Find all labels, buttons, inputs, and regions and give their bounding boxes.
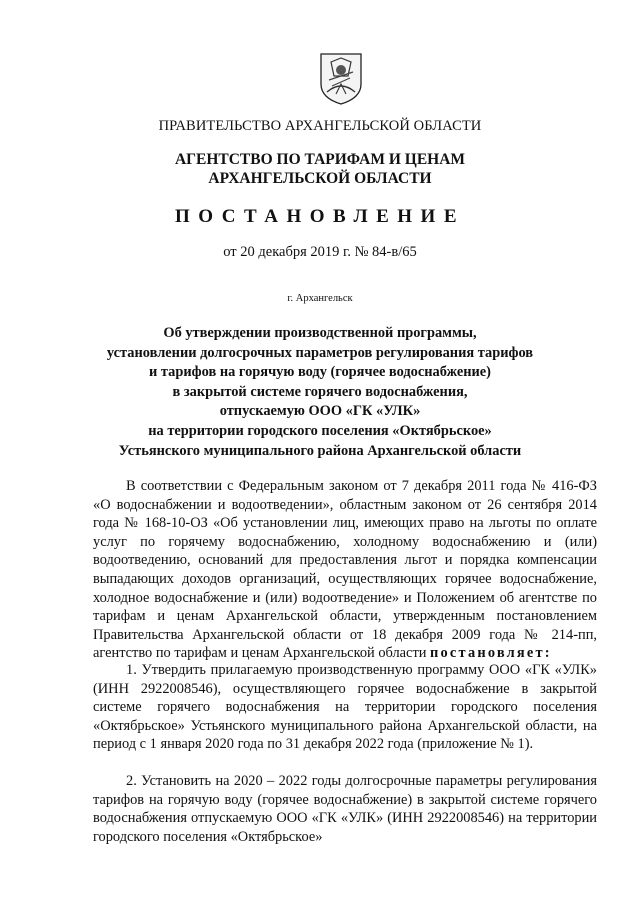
title-line: отпускаемую ООО «ГК «УЛК»	[219, 403, 421, 420]
preamble-paragraph	[93, 477, 597, 663]
item-2-text: 2. Установить на 2020 – 2022 годы долгосрочные параметры регулирования тарифов на горячую воду (горячее водоснабжение) в закрытой системе горячего водоснабжения отпускаемую ООО «ГК «УЛК» (ИНН 2922008546) на территории городского поселения «Октябрьское»	[93, 773, 597, 845]
agency-name-line1: АГЕНТСТВО ПО ТАРИФАМ И ЦЕНАМ	[174, 151, 466, 168]
document-title	[0, 324, 640, 461]
item-1-text: 1. Утвердить прилагаемую производственную программу ООО «ГК «УЛК» (ИНН 2922008546), осуществляющего горячее водоснабжение в закрытой системе горячего водоснабжения на территории городского поселения «Октябрьское» Устьянского муниципального района Архангельской области, на период с 1 января 2020 года по 31 декабря 2022 года (приложение № 1).	[93, 662, 597, 753]
document-city: г. Архангельск	[287, 293, 353, 304]
title-line: Устьянского муниципального района Архангельской области	[118, 442, 522, 459]
item-2-paragraph	[93, 772, 597, 846]
title-line: на территории городского поселения «Октябрьское»	[148, 422, 492, 439]
title-line: и тарифов на горячую воду (горячее водоснабжение)	[149, 364, 491, 381]
title-line: в закрытой системе горячего водоснабжения,	[172, 383, 468, 400]
agency-name-line2: АРХАНГЕЛЬСКОЙ ОБЛАСТИ	[208, 170, 432, 187]
government-name: ПРАВИТЕЛЬСТВО АРХАНГЕЛЬСКОЙ ОБЛАСТИ	[158, 118, 482, 134]
item-1-paragraph	[93, 661, 597, 754]
agency-name	[0, 150, 640, 188]
coat-of-arms-emblem	[318, 50, 364, 106]
decree-word: постановляет:	[430, 645, 552, 662]
preamble-text: В соответствии с Федеральным законом от 7 декабря 2011 года № 416-ФЗ «О водоснабжении и водоотведении», областным законом от 26 сентября 2014 года № 168-10-ОЗ «Об установлении лиц, имеющих право на льготы по оплате услуг по горячему водоснабжению, холодному водоснабжению и (или) водоотведению, оснований для предоставления льгот и порядка компенсации выпадающих доходов организаций, осуществляющих горячее водоснабжение, холодное водоснабжение и (или) водоотведение» и Положением об агентстве по тарифам и ценам Архангельской области, утвержденным постановлением Правительства Архангельской области от 18 декабря 2009 года № 214-пп, агентство по тарифам и ценам Архангельской области	[93, 478, 597, 662]
title-line: Об утверждении производственной программы,	[163, 325, 477, 341]
title-line: установлении долгосрочных параметров регулирования тарифов	[106, 344, 534, 361]
document-type: ПОСТАНОВЛЕНИЕ	[174, 206, 466, 227]
document-date-number: от 20 декабря 2019 г. № 84-в/65	[223, 244, 417, 260]
